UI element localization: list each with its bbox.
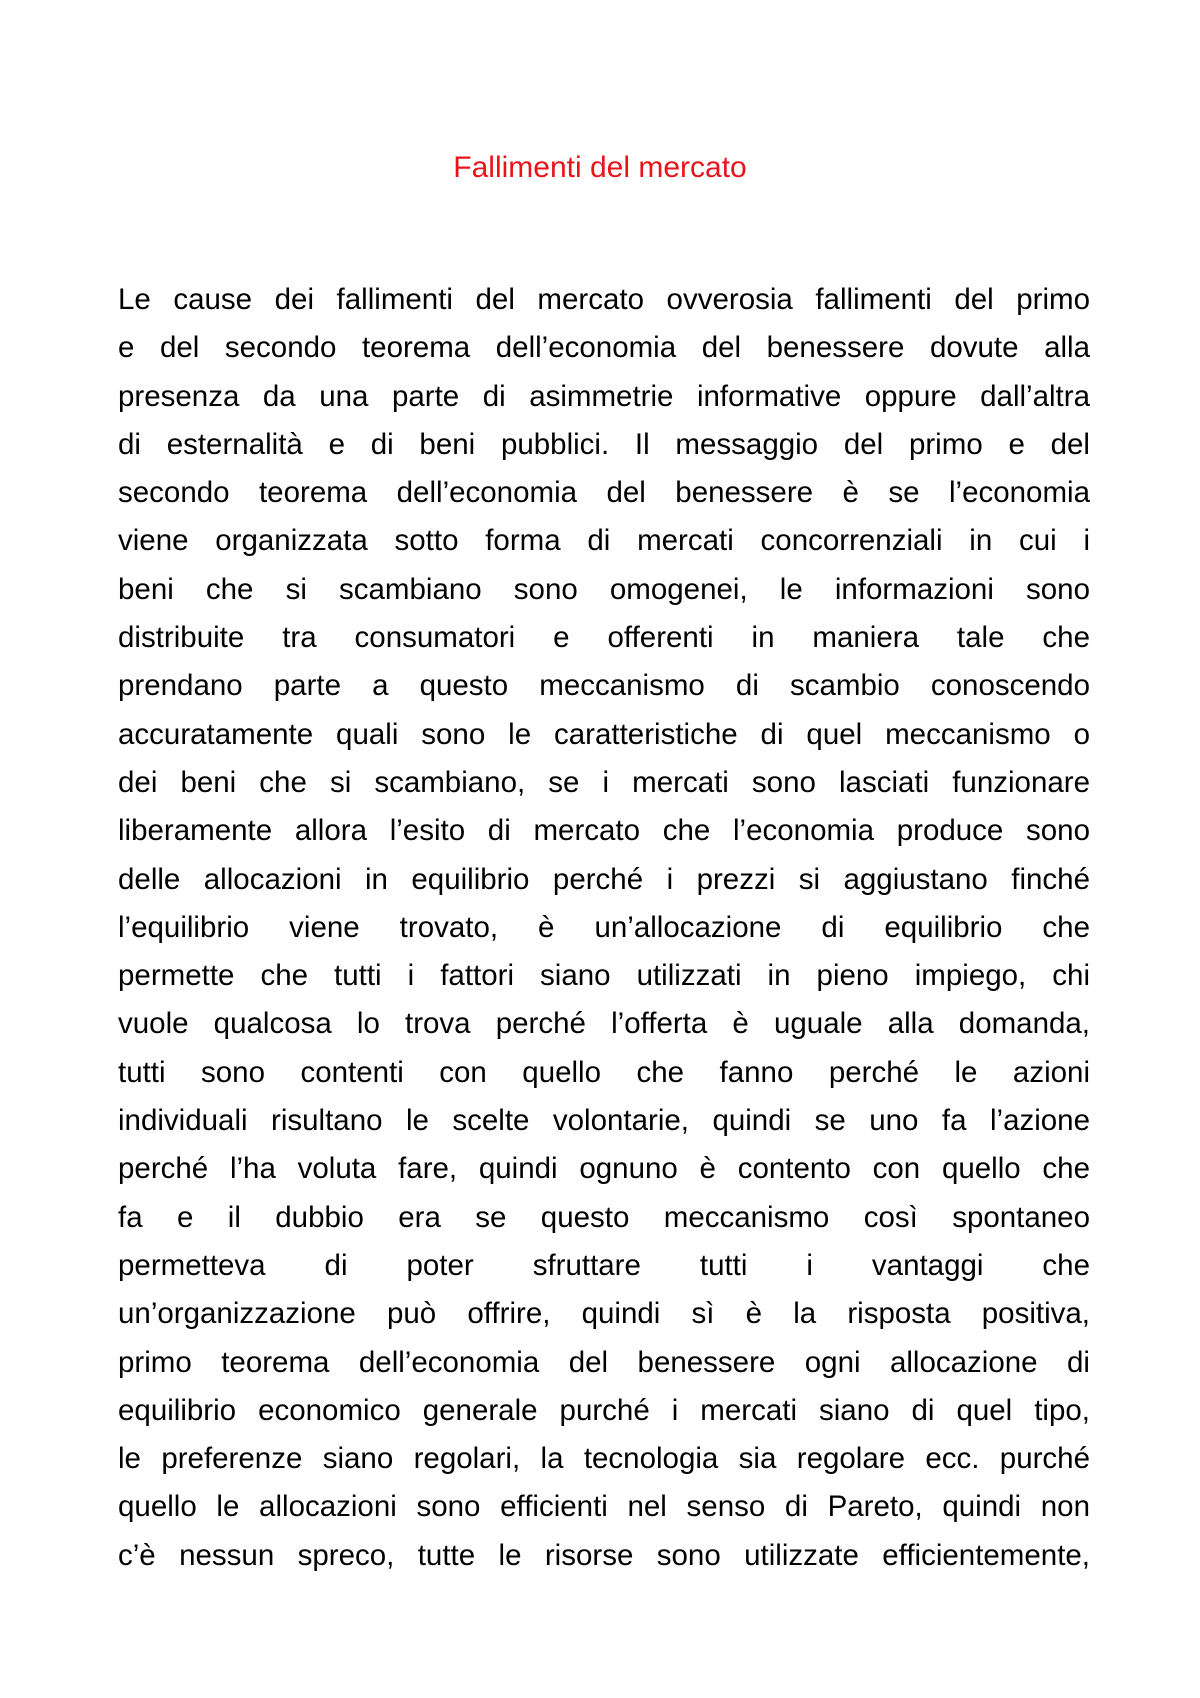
paragraph-line: un’organizzazione può offrire, quindi sì è la risposta positiva, [118, 1297, 1090, 1331]
paragraph-line: distribuite tra consumatori e offerenti in maniera tale che [118, 621, 1090, 655]
paragraph-line: tutti sono contenti con quello che fanno perché le azioni [118, 1055, 1090, 1089]
paragraph-line: liberamente allora l’esito di mercato che l’economia produce sono [118, 814, 1090, 848]
paragraph-line: delle allocazioni in equilibrio perché i prezzi si aggiustano finché [118, 862, 1090, 896]
paragraph-line: presenza da una parte di asimmetrie informative oppure dall’altra [118, 379, 1090, 413]
paragraph-line: viene organizzata sotto forma di mercati concorrenziali in cui i [118, 524, 1090, 558]
paragraph-line: individuali risultano le scelte volontarie, quindi se uno fa l’azione [118, 1104, 1090, 1138]
paragraph-line: le preferenze siano regolari, la tecnologia sia regolare ecc. purché [118, 1442, 1090, 1476]
paragraph-line: e del secondo teorema dell’economia del benessere dovute alla [118, 331, 1090, 365]
paragraph-line: permetteva di poter sfruttare tutti i vantaggi che [118, 1248, 1090, 1282]
paragraph-line: primo teorema dell’economia del benessere ogni allocazione di [118, 1345, 1090, 1379]
paragraph-line: quello le allocazioni sono efficienti nel senso di Pareto, quindi non [118, 1490, 1090, 1524]
paragraph-line: equilibrio economico generale purché i mercati siano di quel tipo, [118, 1393, 1090, 1427]
paragraph-line: c’è nessun spreco, tutte le risorse sono utilizzate efficientemente, [118, 1538, 1090, 1572]
paragraph-line: perché l’ha voluta fare, quindi ognuno è contento con quello che [118, 1152, 1090, 1186]
body-paragraph [118, 276, 1090, 1580]
paragraph-line: prendano parte a questo meccanismo di scambio conoscendo [118, 669, 1090, 703]
paragraph-line: permette che tutti i fattori siano utilizzati in pieno impiego, chi [118, 959, 1090, 993]
paragraph-line: di esternalità e di beni pubblici. Il messaggio del primo e del [118, 427, 1090, 461]
paragraph-line: Le cause dei fallimenti del mercato ovverosia fallimenti del primo [118, 283, 1090, 316]
paragraph-line: dei beni che si scambiano, se i mercati sono lasciati funzionare [118, 765, 1090, 799]
page-title: Fallimenti del mercato [453, 151, 747, 184]
paragraph-line: vuole qualcosa lo trova perché l’offerta è uguale alla domanda, [118, 1007, 1090, 1041]
paragraph-line: beni che si scambiano sono omogenei, le informazioni sono [118, 572, 1090, 606]
paragraph-line: accuratamente quali sono le caratteristiche di quel meccanismo o [118, 717, 1090, 751]
paragraph-line: secondo teorema dell’economia del benessere è se l’economia [118, 476, 1090, 510]
paragraph-line: l’equilibrio viene trovato, è un’allocazione di equilibrio che [118, 910, 1090, 944]
paragraph-line: fa e il dubbio era se questo meccanismo così spontaneo [118, 1200, 1090, 1234]
